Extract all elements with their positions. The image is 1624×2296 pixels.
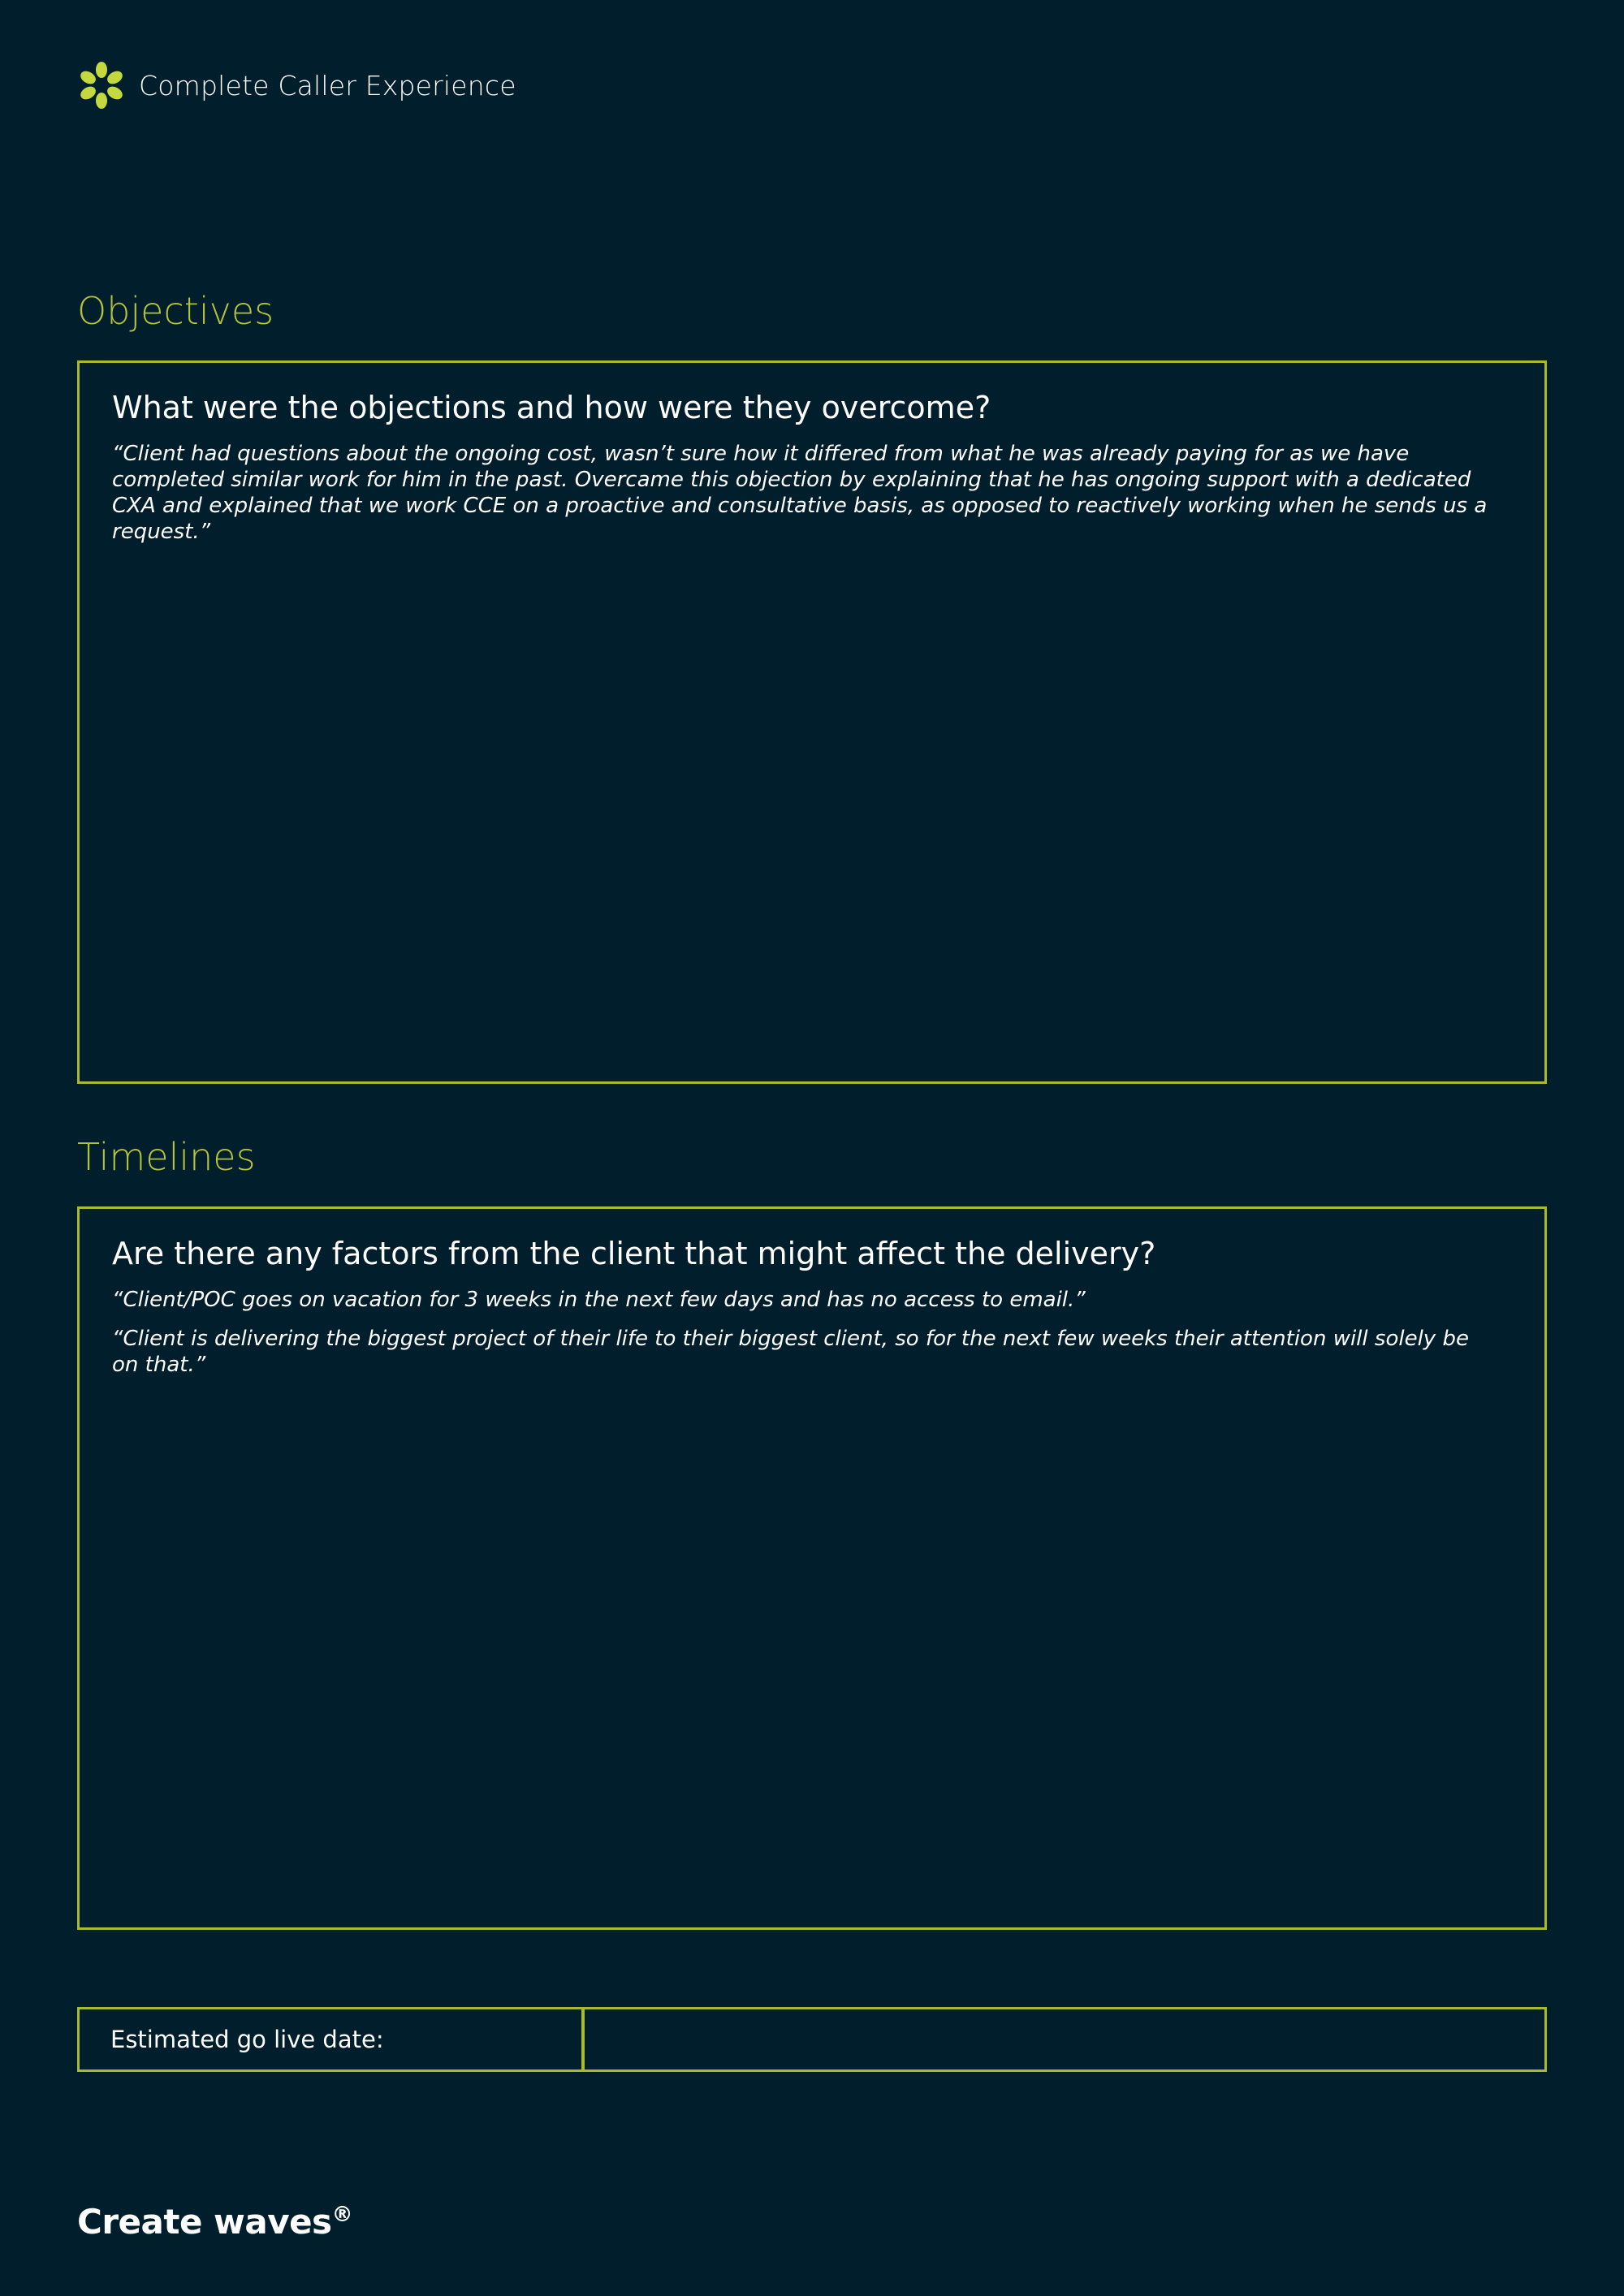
go-live-value-field[interactable] <box>585 2009 1544 2069</box>
timelines-quote-2: “Client is delivering the biggest project of their life to their biggest client, so for the next few weeks their attention will solely be on that.” <box>112 1327 1469 1377</box>
objectives-heading: Objectives <box>77 289 274 333</box>
footer-tagline-text: Create waves <box>77 2202 332 2242</box>
timelines-heading: Timelines <box>77 1135 256 1179</box>
registered-mark: ® <box>331 2203 353 2227</box>
brand-title: Complete Caller Experience <box>139 69 516 101</box>
header <box>77 60 516 110</box>
timelines-quotes <box>112 1287 1492 1391</box>
objectives-question: What were the objections and how were they overcome? <box>112 390 991 425</box>
footer-tagline <box>77 2202 352 2242</box>
timelines-quote-1: “Client/POC goes on vacation for 3 weeks in the next few days and has no access to email.” <box>112 1288 1086 1312</box>
go-live-label: Estimated go live date: <box>80 2009 585 2069</box>
go-live-row <box>77 2007 1547 2072</box>
objectives-box <box>77 360 1547 1084</box>
objectives-quotes <box>112 441 1492 558</box>
timelines-question: Are there any factors from the client that might affect the delivery? <box>112 1236 1156 1271</box>
objectives-quote: “Client had questions about the ongoing cost, wasn’t sure how it differed from what he was already paying for as we have completed similar work for him in the past. Overcame this objection by explaining that he has ongoing support with a dedicated CXA and explained that we work CCE on a proactive and consultative basis, as opposed to reactively working when he sends us a request.” <box>112 442 1488 544</box>
timelines-box <box>77 1206 1547 1930</box>
flower-logo-icon <box>77 61 126 110</box>
